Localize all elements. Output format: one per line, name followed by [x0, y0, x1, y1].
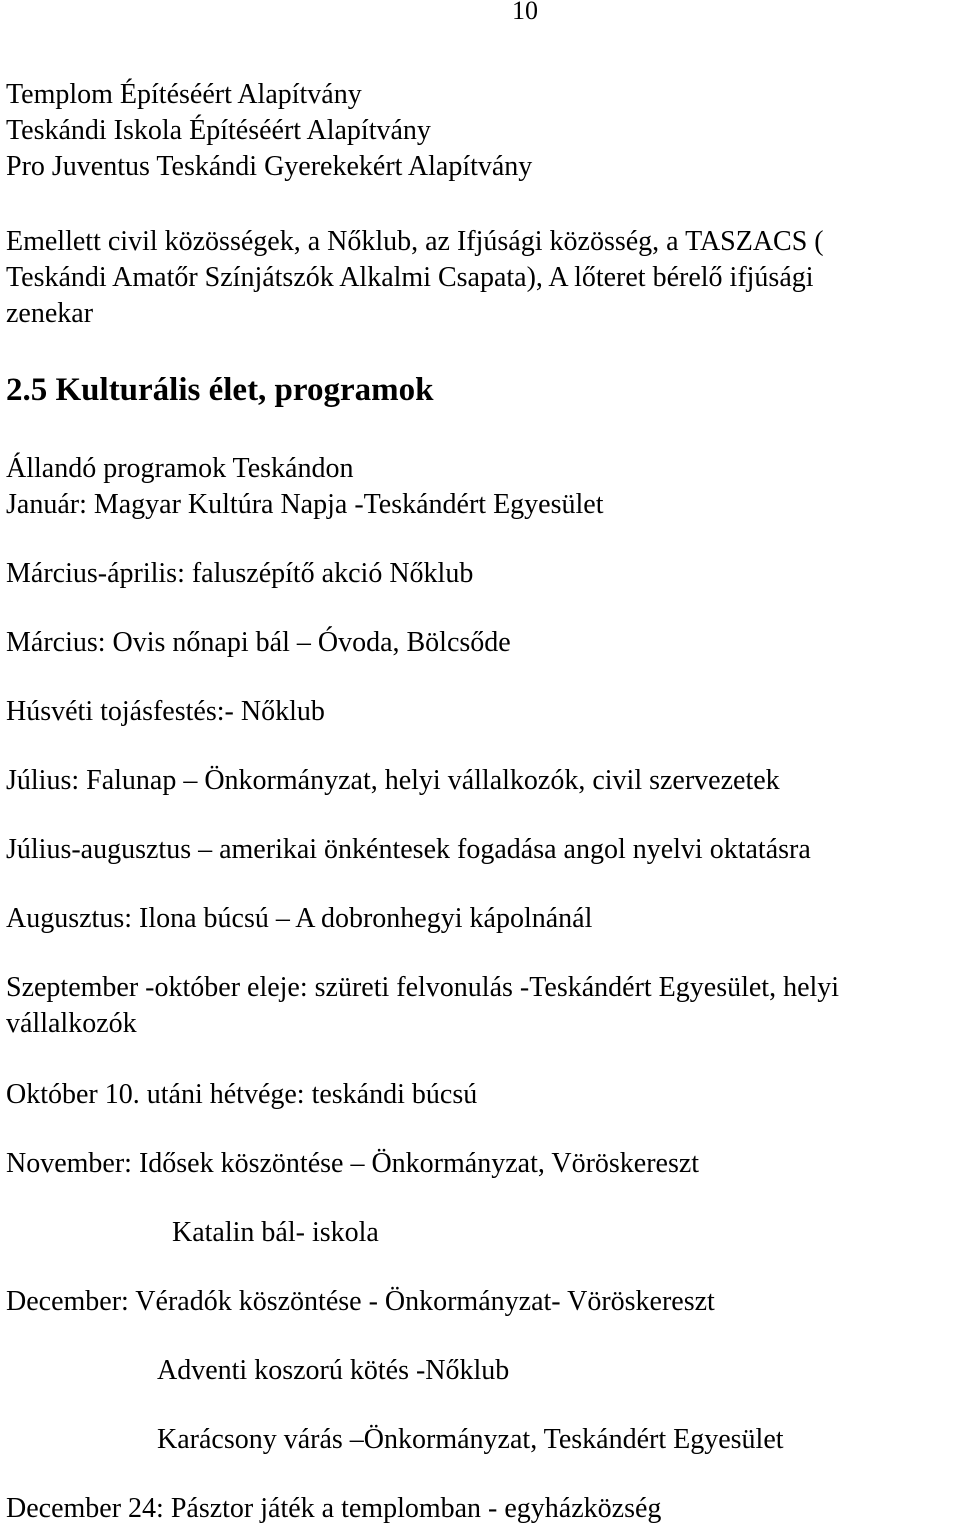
civil-paragraph-line: Emellett civil közösségek, a Nőklub, az Ifjúsági közösség, a TASZACS (: [6, 226, 824, 257]
foundation-line: Pro Juventus Teskándi Gyerekekért Alapítvány: [6, 151, 533, 182]
civil-paragraph-line: Teskándi Amatőr Színjátszók Alkalmi Csapata), A lőteret bérelő ifjúsági: [6, 262, 814, 293]
program-item: Július-augusztus – amerikai önkéntesek fogadása angol nyelvi oktatásra: [6, 834, 811, 865]
program-item: Húsvéti tojásfestés:- Nőklub: [6, 696, 325, 727]
foundation-line: Teskándi Iskola Építéséért Alapítvány: [6, 115, 431, 146]
program-item: December 24: Pásztor játék a templomban - egyházközség: [6, 1493, 662, 1524]
foundation-line: Templom Építéséért Alapítvány: [6, 79, 362, 110]
section-heading: 2.5 Kulturális élet, programok: [6, 372, 434, 408]
program-item: November: Idősek köszöntése – Önkormányzat, Vöröskereszt: [6, 1148, 700, 1179]
program-item: Október 10. utáni hétvége: teskándi búcsú: [6, 1079, 478, 1110]
programs-title: Állandó programok Teskándon: [6, 453, 354, 484]
program-item: Január: Magyar Kultúra Napja -Teskándért Egyesület: [6, 489, 604, 520]
program-item: Március-április: faluszépítő akció Nőklub: [6, 558, 474, 589]
civil-paragraph-line: zenekar: [6, 298, 94, 329]
program-item: Március: Ovis nőnapi bál – Óvoda, Bölcsőde: [6, 627, 511, 658]
program-item-continuation: vállalkozók: [6, 1008, 137, 1039]
page-number: 10: [512, 0, 538, 25]
program-subitem: Karácsony várás –Önkormányzat, Teskándért Egyesület: [157, 1424, 784, 1455]
program-item: Szeptember -október eleje: szüreti felvonulás -Teskándért Egyesület, helyi: [6, 972, 840, 1003]
program-subitem: Adventi koszorú kötés -Nőklub: [157, 1355, 510, 1386]
program-item: Július: Falunap – Önkormányzat, helyi vállalkozók, civil szervezetek: [6, 765, 780, 796]
program-item: Augusztus: Ilona búcsú – A dobronhegyi kápolnánál: [6, 903, 593, 934]
program-item: December: Véradók köszöntése - Önkormányzat- Vöröskereszt: [6, 1286, 715, 1317]
program-subitem: Katalin bál- iskola: [172, 1217, 379, 1248]
